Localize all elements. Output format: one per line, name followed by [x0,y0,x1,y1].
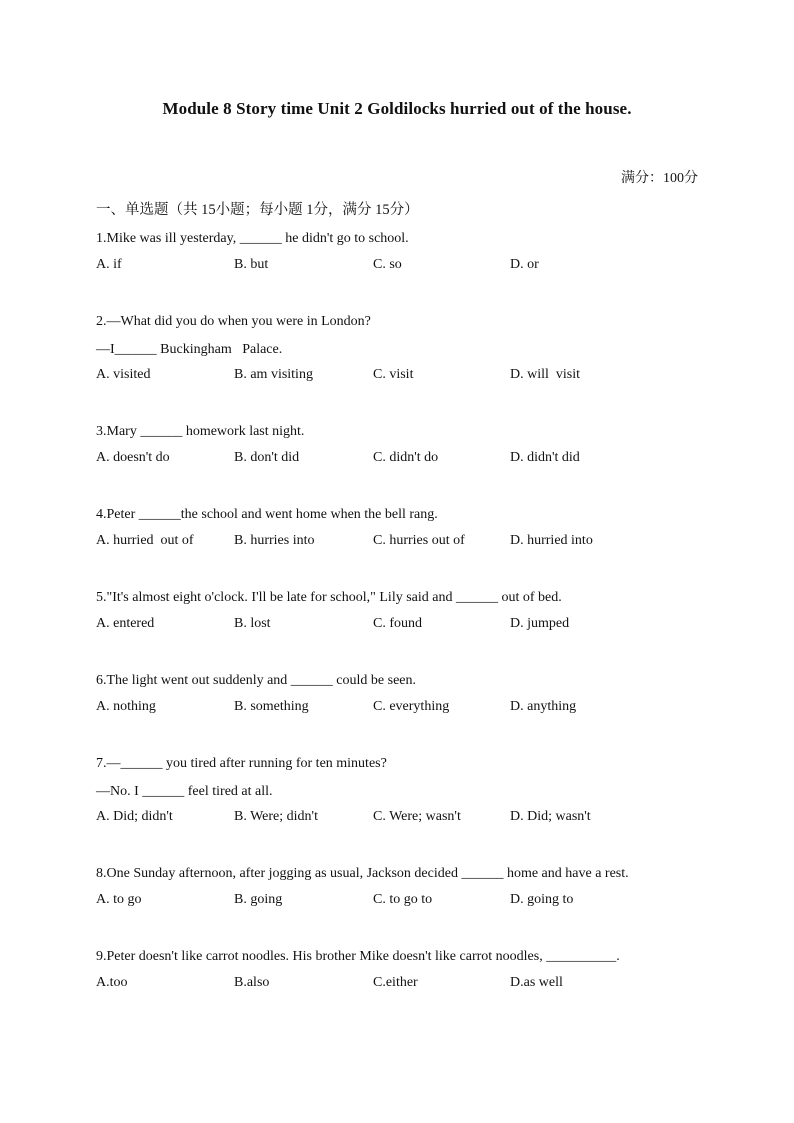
option-a: A. nothing [96,698,156,714]
options-row [96,367,716,389]
option-a: A.too [96,974,128,990]
option-c: C. to go to [373,891,433,907]
option-d: D. jumped [510,615,570,631]
options-row [96,809,716,831]
option-a: A. entered [96,615,155,631]
options-row [96,699,716,721]
option-d: D.as well [510,974,563,990]
question-text: 8.One Sunday afternoon, after jogging as usual, Jackson decided ______ home and have a rest. [96,866,629,881]
document-title: Module 8 Story time Unit 2 Goldilocks hurried out of the house. [162,99,632,118]
question-text-line-2: —No. I ______ feel tired at all. [96,783,273,799]
options-row [96,257,716,279]
option-a: A. visited [96,367,151,382]
option-d: D. or [510,256,539,272]
option-d: D. Did; wasn't [510,809,591,824]
question-text: 3.Mary ______ homework last night. [96,424,305,439]
question-6 [96,671,716,721]
option-c: C. found [373,615,422,631]
options-row [96,892,716,914]
option-d: D. going to [510,891,574,907]
option-c: C. so [373,256,402,272]
option-c: C.either [373,974,418,990]
question-1 [96,229,716,279]
question-text: 5."It's almost eight o'clock. I'll be late for school," Lily said and ______ out of bed. [96,590,562,605]
option-b: B. lost [234,615,271,631]
section-heading: 一、单选题（共 15小题；每小题 1分，满分 15分） [96,202,419,218]
question-text: 4.Peter ______the school and went home when the bell rang. [96,507,438,522]
question-2 [96,312,716,389]
option-a: A. to go [96,891,142,907]
option-a: A. doesn't do [96,449,170,465]
question-9 [96,947,716,997]
option-c: C. hurries out of [373,532,465,548]
option-b: B. something [234,698,309,714]
option-b: B. but [234,256,269,272]
option-b: B. am visiting [234,367,313,382]
option-b: B. hurries into [234,532,315,548]
question-4 [96,505,716,555]
option-d: D. anything [510,698,577,714]
option-b: B. Were; didn't [234,809,318,824]
option-c: C. visit [373,367,414,382]
full-score-label: 满分：100分 [621,171,698,186]
option-a: A. if [96,256,122,272]
option-b: B. going [234,891,283,907]
question-7 [96,754,716,831]
option-c: C. everything [373,698,450,714]
option-d: D. hurried into [510,532,593,548]
question-3 [96,422,716,472]
question-text: 6.The light went out suddenly and ______ could be seen. [96,673,416,688]
question-text-line-2: —I______ Buckingham Palace. [96,341,283,357]
question-8 [96,864,716,914]
question-text: 2.—What did you do when you were in London? [96,314,371,329]
option-c: C. didn't do [373,449,439,465]
options-row [96,975,716,997]
question-5 [96,588,716,638]
option-a: A. Did; didn't [96,809,173,824]
question-text: 7.—______ you tired after running for ten minutes? [96,756,387,771]
options-row [96,450,716,472]
options-row [96,533,716,555]
option-d: D. didn't did [510,449,580,465]
question-text: 9.Peter doesn't like carrot noodles. His brother Mike doesn't like carrot noodles, __________. [96,949,620,964]
option-d: D. will visit [510,367,581,382]
option-c: C. Were; wasn't [373,809,461,824]
option-b: B.also [234,974,270,990]
option-b: B. don't did [234,449,300,465]
question-text: 1.Mike was ill yesterday, ______ he didn't go to school. [96,231,409,246]
option-a: A. hurried out of [96,532,194,548]
options-row [96,616,716,638]
